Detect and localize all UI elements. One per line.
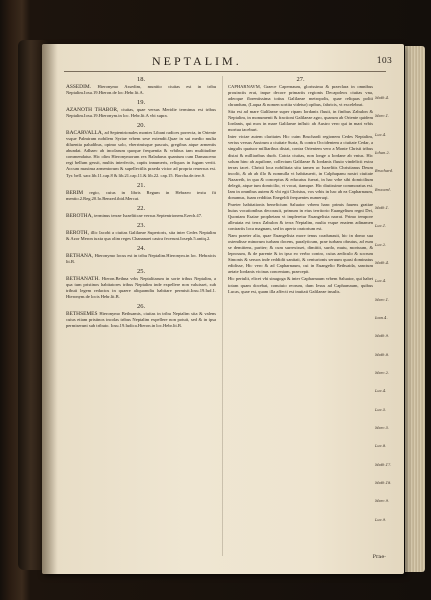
running-title: NEPTALIM.	[152, 54, 242, 68]
margin-note: Marc.1.	[375, 297, 390, 302]
entry-text	[66, 230, 216, 242]
entry-text	[66, 311, 216, 329]
entry-text	[66, 213, 216, 219]
entry-number: 25.	[136, 267, 146, 275]
margin-note: Math.9.	[375, 334, 390, 339]
dictionary-entry	[66, 245, 216, 265]
book-page	[42, 44, 404, 574]
paragraph: Praeter habitationis beneficium Saluator vrbem hanc primis fauens gratiae huius vocationibus decorauit, primum in eius territorio Euangelium regni Dei, Quoniam Esaiae prophetam vt impleretur Euangelista narrat. Primo tempore alleuiata est terra Zabulon & terra Neptalim, multa vsque enatem adinamen contrariis loca magnam, sed in aperto oratorium est.	[228, 201, 373, 232]
dictionary-entry	[66, 76, 216, 96]
margin-note: Math.4.	[375, 96, 390, 100]
paragraph: Sita est ad mare Galilaeae super ripam Iordanis fluuii, in finibus Zabulon & Neptalim, in monumenti & fractioni Galilaeae agro, quarum ab Oriente quidem Iordanis, qui mox in mare Galilaeae influit: ab Austro vero qui in mari vrbis mortua iaceburt.	[228, 109, 373, 133]
dictionary-entry	[66, 205, 216, 219]
dictionary-entry	[66, 268, 216, 300]
entry-headword: BACARVALLA,	[66, 130, 105, 137]
margin-note: Luc.1.	[375, 224, 387, 229]
margin-note: Marc.1.	[375, 114, 390, 119]
entry-text	[66, 276, 216, 300]
entry-text	[66, 107, 216, 119]
margin-note: Luc.5.	[375, 407, 387, 412]
entry-body: Hieron.Bethna vrbs Neptalitarum in sorte tribus Neptalim, a qua tum pristinos habitatores tribus Neptalim inde expellere non valuisset, sub tributi legem redactos in quaere aliquamdiu habitare permisit.Iosu.19.Iud.1. Hieronym.de locis Hebr.lit.B.	[66, 275, 216, 300]
margin-note: Bruchard.	[375, 169, 394, 174]
entry-headword: BEROTHA,	[66, 212, 95, 219]
entry-text	[66, 253, 216, 265]
fold-shadow	[42, 44, 58, 574]
dictionary-entry	[66, 182, 216, 202]
entry-headword: AZANOTH THABOR,	[66, 107, 122, 114]
paragraph: CAPHARNAVM, Graece Capernaum, glorissima & praeclara in omnibus prouinciis erat, inque decore primariis regionis Decapoleos ciuitas vna, adeoque florentissima totius Galilaeae metropolis, quae reliquas politi chrandum, (Laqua & nomen sortita videtur) opibus, fabricis, vt excelebrat.	[228, 84, 373, 108]
entry-number: 22.	[136, 204, 146, 212]
entry-number: 19.	[136, 99, 146, 107]
margin-note: Math.17.	[375, 462, 392, 467]
page-edges	[405, 46, 425, 572]
margin-note: Math.1.	[375, 206, 390, 210]
left-column	[66, 76, 216, 332]
right-column-text	[228, 84, 373, 295]
column-divider	[222, 76, 223, 556]
margin-note: Luc.4.	[375, 279, 387, 284]
margin-note: Luc.9.	[375, 517, 387, 522]
margin-note: Luc.4.	[375, 389, 387, 394]
entry-body: illic Iacobi a ciuitas Galilaeae Superioris, sita inter Cedes Neptalim & Azor Meron iuxta qua olim reges Chananaei castra fecerunt.Ioseph.5.antiq.2.	[66, 229, 216, 241]
entry-text	[66, 130, 216, 178]
dictionary-entry	[66, 122, 216, 178]
margin-note: Marc.5.	[375, 426, 390, 430]
entry-body: ad Septentrionales montes Libani radices porrecta, in Oriente vsque Palmiram nobilem Syriae vrbem sese extendit.Quae in sui medio multa diluentia paludibus, opimo solo, vberrimisque pascuis, gregibus atque armentis abundat. Adhaec ab incolarum quoque frequentia & vrbibus tam multitudine commendatur. Hic olim Hieronymorum rex Baladarus quantum cum Damasceno regi bellum gessit, multis interfectis, captis innumeris, reliquos in fugam vertit. Accum maxima armentorum & supellectilis praeda victor ad propria reuersus est. Tyr. bell. sacr.lib.11.cap.8 & lib.21.cap.11.& lib.22. cap.15. Borcha.de.terr.S.	[66, 130, 217, 178]
entry-body: regio, cuius in libris Regum in Hebraeo textu fit mentio.2.Reg.20.Io.Benzed.ibid.Mercat.	[66, 189, 216, 201]
entry-text	[66, 84, 216, 96]
entry-number: 18.	[136, 76, 146, 83]
entry-body: ciuitas, quae versus Meridie terminus est tribus Neptalim.Iosu.19.Hieronym.in loc. Hebr.lit.A vbi supra.	[66, 107, 216, 119]
dictionary-entry	[66, 222, 216, 242]
entry-body: Hieronymo Bethsamis, ciuitas in tribu Neptalim sita & valens cuius etiam pristinos incolas tribus Neptalim expellere non potuit, sed & in ipsa permiserunt sub tributo. Iosu.19.Iudica.Hieron.in loc.Hebr.lit.B.	[66, 311, 217, 329]
margin-note: Luc.8.	[375, 444, 387, 449]
paragraph: Hic pertulit, elicet vbi sinagoga & inter Capharnaum vrbem Saluator, qui habet totam quam docebat, conuiuio reorum, dum Iesus ad Capharnaum, quibus Lucas, quae est, quam illa affecti est inuitati Galilaeae insulis.	[228, 276, 373, 294]
dictionary-entry	[66, 303, 216, 329]
entry-headword: BETHSEMES	[66, 311, 100, 318]
dictionary-entry	[66, 99, 216, 119]
paragraph: Nam praeter alia, quae Euangelista more tenus coadunauit, hic in domo sua ostendisse minorum turbam docens, paralyticum, prae turbam obrutus, ad eum se demittens, pariter; & cum surrexisset, dimittit, surdo, mutu, mortuum, & leprosum, & de parente & in ipso eo verbo contro, cuius aediculo & socrum Simonis & seruos inde reddidit sanitati, & centurionis seruum quasi dominatus edidisse, Hic vero & ad Capharnaum, cui in Euangelio Bethsaida, sanctum aetate Iordanis vicinas concentam, praecepit.	[228, 233, 373, 275]
entry-headword: BERIM	[66, 189, 90, 196]
entry-body: terminus terrae Israeliticae versus Septentrionem.Ezech.47.	[94, 212, 203, 218]
page-number: 103	[376, 56, 392, 65]
margin-note: Luc.4.	[375, 132, 387, 137]
entry-body: Hieronymo locus est in tribu Neptalim.Hieronym.in loc. Hebraicis lit.B.	[66, 252, 216, 264]
right-column	[228, 76, 373, 296]
entry-number: 21.	[136, 181, 146, 189]
page-header	[42, 54, 404, 70]
margin-note: Iohan.2.	[375, 151, 390, 155]
entry-headword: ASSEDIM.	[66, 84, 98, 90]
margin-note: Math.4.	[375, 261, 390, 265]
margin-note: Marc.9.	[375, 499, 390, 504]
margin-note: Math.18.	[375, 481, 392, 485]
entry-number: 23.	[136, 221, 146, 229]
margin-note: Math.8.	[375, 352, 390, 357]
entry-number: 27.	[296, 76, 305, 83]
margin-note: Ioan.4.	[375, 316, 388, 320]
entry-number: 20.	[136, 122, 146, 130]
entry-number: 24.	[136, 244, 146, 252]
catchword: Prae-	[372, 554, 386, 560]
entry-text	[66, 190, 216, 202]
margin-note: Brocard.	[375, 187, 391, 192]
paragraph: Inter viciae autem claritates Hic cuim Bruchardi regionem Cedes Neptalim, verius versus Austrum a ciuitate Suria, & contra Occidentem a ciuitate Cedar, a singulis quatuor milliaribus distat, contra Orientem vero a Monte Christi tribus distat & milliaribus duob. Catcia ciuitas, non longe a Iordane ab vnius. Hic solum hinc ab aquilone, collectum Galilaeae & Iordanis fluuio vindelicii extra terras iacet. Christi loca nobilitata situ tamen ac Israelitis Christianus Deum incolit, & ab ab illo & nonnulla vt habitauerit, in Calphapanu nostri ciuitate Nazareth, in qua & conceptus & educatus fuerat, in hac vrbe sibi domicilium delegit, atque tum domicilio, vt vocat, tiamque. Hic diutissime commoratus est. Iam in omnibus autem & vbi egit Christus, vos vrbis in hac ab ea Capharnaum, donamus, fuam redditas Enegeldi frequentes numeruqi.	[228, 134, 373, 200]
entry-headword: BETHANATH.	[66, 275, 102, 282]
margin-note: Luc.2.	[375, 242, 387, 247]
entry-body: Hieronymo Assedim, munitio ciuitas est in tribu Neptalim.Iosu.19.Hieron.de loc.Hebr.lit.A.	[66, 84, 217, 96]
header-rule	[64, 71, 386, 72]
entry-headword: BEROTH,	[66, 229, 91, 236]
entry-number: 26.	[136, 303, 146, 311]
margin-note: Marc.2.	[375, 371, 390, 375]
entry-headword: BETHANA,	[66, 252, 95, 259]
